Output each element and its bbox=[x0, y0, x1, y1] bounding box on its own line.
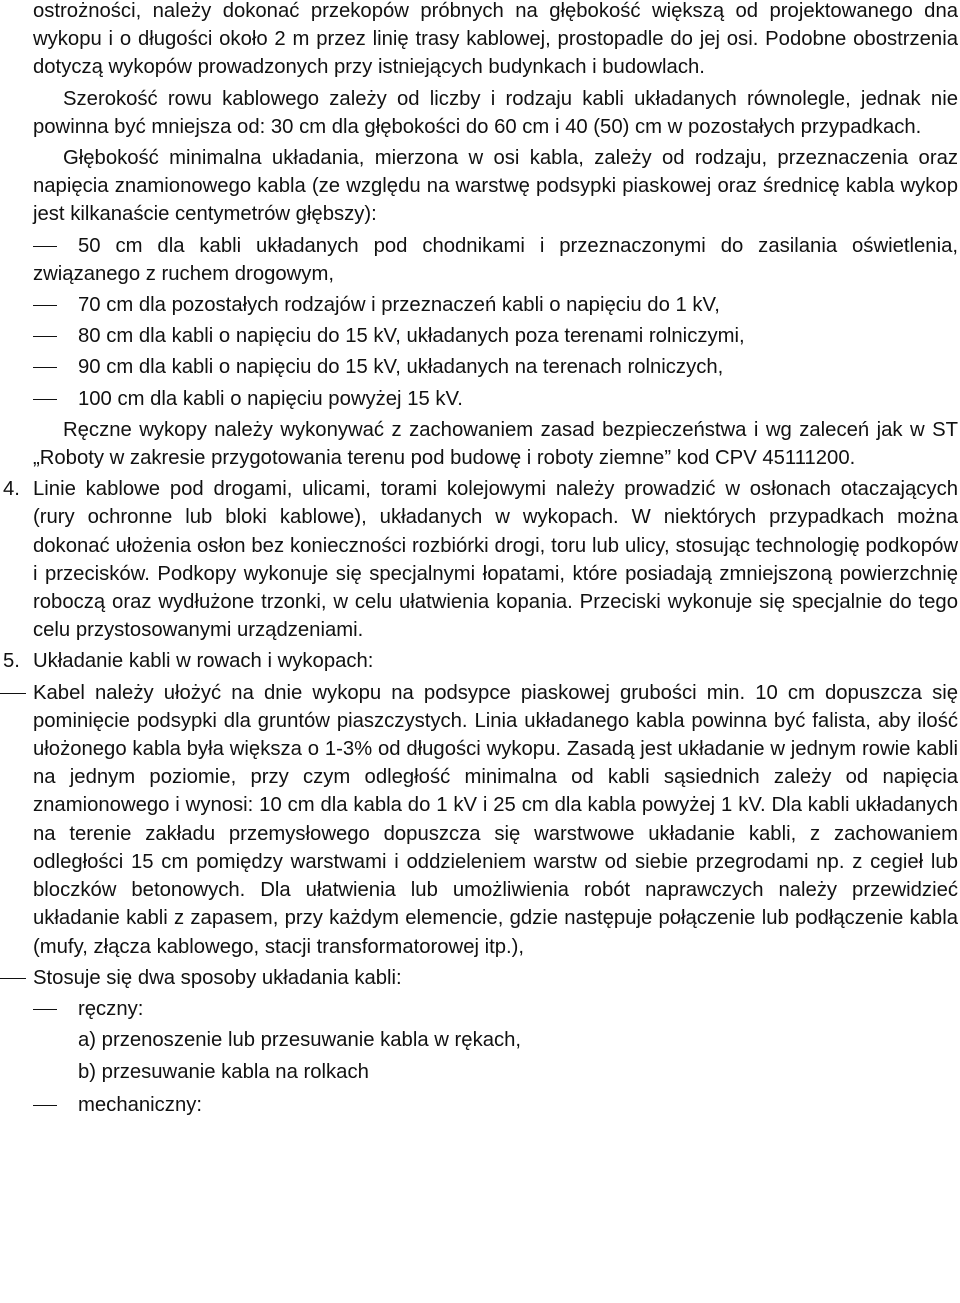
paragraph-trial-excavations: ostrożności, należy dokonać przekopów próbnych na głębokość większą od projektowanego dna wykopu i o długości około 2 m przez linię trasy kablowej, prostopadle do jej osi. Podobne obostrzenia dotyczą wykopów prowadzonych przy istniejących budynkach i budowlach. bbox=[33, 0, 958, 79]
bullet-cable-laying bbox=[33, 679, 958, 961]
dash-bullet bbox=[0, 693, 26, 694]
numbered-item-5 bbox=[3, 647, 958, 675]
method-manual bbox=[33, 995, 958, 1023]
method-manual-a: a) przenoszenie lub przesuwanie kabla w rękach, bbox=[78, 1029, 522, 1052]
depth-item-70cm bbox=[33, 291, 958, 319]
method-manual-b: b) przesuwanie kabla na rolkach bbox=[78, 1061, 369, 1084]
item-text: Układanie kabli w rowach i wykopach: bbox=[33, 650, 374, 673]
paragraph-laying-depth: Głębokość minimalna układania, mierzona w osi kabla, zależy od rodzaju, przeznaczenia oraz napięcia znamionowego kabla (ze względu na warstwę podsypki piaskowej oraz średnicę kabla wykop jest kilkanaście centymetrów głębszy): bbox=[33, 147, 958, 226]
depth-item-text: 90 cm dla kabli o napięciu do 15 kV, układanych na terenach rolniczych, bbox=[78, 356, 724, 379]
paragraph-trench-width: Szerokość rowu kablowego zależy od liczby i rodzaju kabli układanych równolegle, jednak nie powinna być mniejsza od: 30 cm dla głębokości do 60 cm i 40 (50) cm w pozostałych przypadkach. bbox=[33, 87, 958, 138]
bullet-text: Stosuje się dwa sposoby układania kabli: bbox=[33, 966, 402, 989]
item-number: 4. bbox=[3, 478, 20, 501]
depth-item-100cm bbox=[33, 385, 958, 413]
method-mechanical bbox=[33, 1091, 958, 1119]
depth-item-text: 50 cm dla kabli układanych pod chodnikami i przeznaczonymi do zasilania oświetlenia, związanego z ruchem drogowym, bbox=[33, 234, 958, 285]
depth-item-text: 100 cm dla kabli o napięciu powyżej 15 kV. bbox=[78, 387, 463, 410]
bullet-two-methods bbox=[33, 964, 958, 992]
method-label: mechaniczny: bbox=[78, 1093, 202, 1116]
method-label: ręczny: bbox=[78, 997, 144, 1020]
paragraph-manual-excavation: Ręczne wykopy należy wykonywać z zachowaniem zasad bezpieczeństwa i wg zaleceń jak w ST „Roboty w zakresie przygotowania terenu pod budowę i roboty ziemne” kod CPV 45111200. bbox=[33, 418, 958, 470]
dash-bullet bbox=[0, 978, 26, 979]
depth-item-90cm bbox=[33, 353, 958, 381]
numbered-item-4 bbox=[3, 475, 958, 644]
document-page bbox=[3, 0, 958, 1122]
bullet-text: Kabel należy ułożyć na dnie wykopu na podsypce piaskowej grubości min. 10 cm dopuszcza się pominięcie podsypki dla gruntów piaszczystych. Linia układanego kabla powinna być falista, aby ilość ułożonego kabla była większa o 1-3% od długości wykopu. Zasadą jest układanie w jednym rowie kabli na jednym poziomie, przy czym odległość minimalna od kabli sąsiednich zależy od napięcia znamionowego i wynosi: 10 cm dla kabla do 1 kV i 25 cm dla kabla powyżej 1 kV. Dla kabli układanych na terenie zakładu przemysłowego dopuszcza się warstwowe układanie kabli, z zachowaniem odległości 15 cm pomiędzy warstwami i oddzieleniem warstw od siebie przegrodami np. z cegieł lub bloczków betonowych. Dla ułatwienia lub umożliwienia robót naprawczych należy przewidzieć układanie kabli z zapasem, przy każdym elemencie, gdzie następuje połączenie lub podłączenie kabla (mufy, złącza kablowego, stacji transformatorowej itp.), bbox=[33, 681, 958, 958]
item-number: 5. bbox=[3, 650, 20, 673]
item-text: Linie kablowe pod drogami, ulicami, torami kolejowymi należy prowadzić w osłonach otaczających (rury ochronne lub bloki kablowe), układanych w wykopach. W niektórych przypadkach można dokonać ułożenia osłon bez konieczności rozbiórki drogi, toru lub ulicy, stosując technologię podkopów i przecisków. Podkopy wykonuje się specjalnymi łopatami, które posiadają zmniejszoną powierzchnię roboczą oraz wydłużone trzonki, w celu ułatwienia kopania. Przeciski wykonuje się specjalnie do tego celu przystosowanymi urządzeniami. bbox=[33, 478, 958, 642]
depth-item-80cm bbox=[33, 322, 958, 350]
depth-item-text: 70 cm dla pozostałych rodzajów i przeznaczeń kabli o napięciu do 1 kV, bbox=[78, 294, 720, 317]
depth-item-50cm bbox=[33, 232, 958, 288]
depth-item-text: 80 cm dla kabli o napięciu do 15 kV, układanych poza terenami rolniczymi, bbox=[78, 325, 745, 348]
